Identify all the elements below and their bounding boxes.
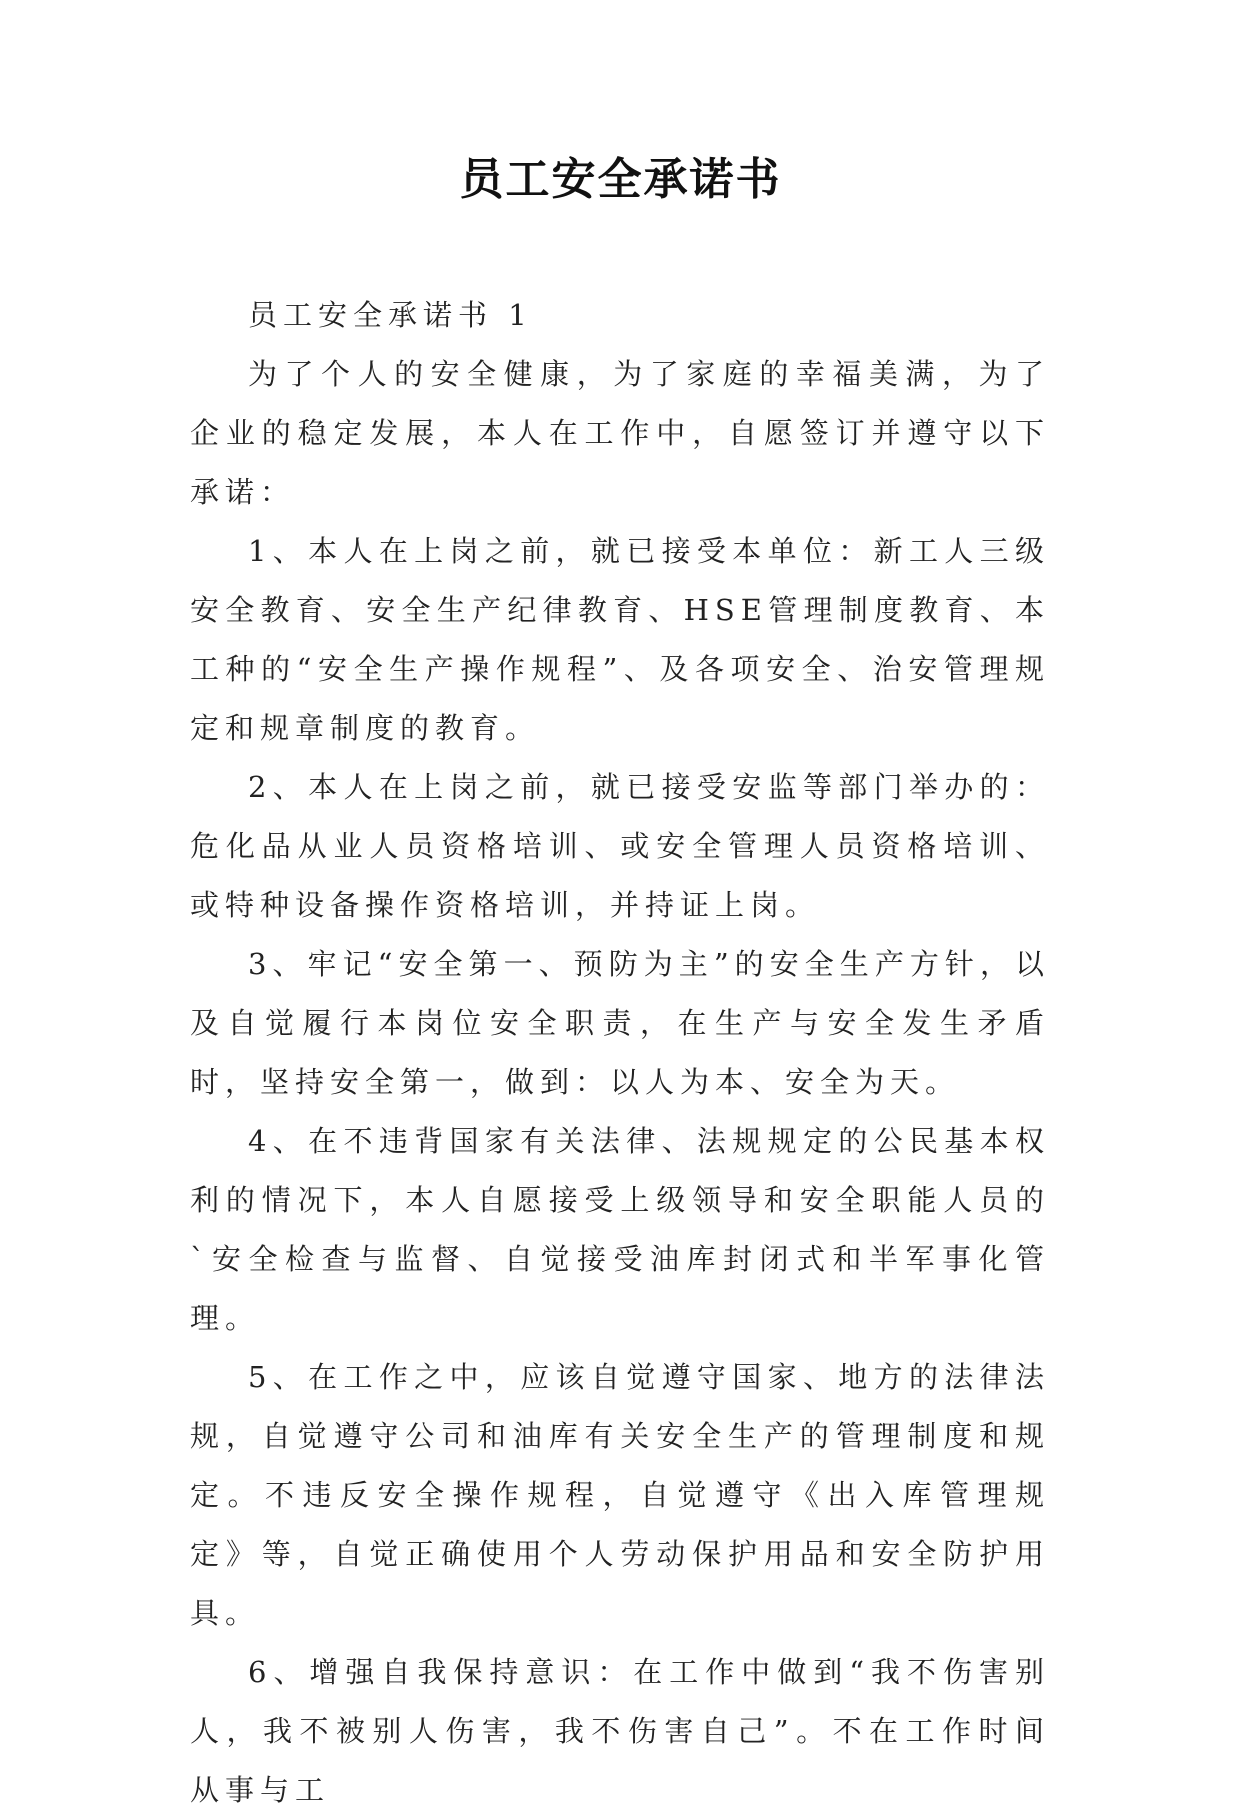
paragraph-heading: 员工安全承诺书 1 [248,298,533,332]
paragraph-item-3: 3、牢记“安全第一、预防为主”的安全生产方针，以及自觉履行本岗位安全职责，在生产与安全发生矛盾时，坚持安全第一，做到：以人为本、安全为天。 [190,947,1050,1099]
paragraph-intro: 为了个人的安全健康，为了家庭的幸福美满，为了企业的稳定发展，本人在工作中，自愿签订并遵守以下承诺： [190,357,1050,509]
paragraph-item-4: 4、在不违背国家有关法律、法规规定的公民基本权利的情况下，本人自愿接受上级领导和安全职能人员的`安全检查与监督、自觉接受油库封闭式和半军事化管理。 [190,1124,1050,1335]
paragraph-item-5: 5、在工作之中，应该自觉遵守国家、地方的法律法规，自觉遵守公司和油库有关安全生产的管理制度和规定。不违反安全操作规程，自觉遵守《出入库管理规定》等，自觉正确使用个人劳动保护用品和安全防护用具。 [190,1360,1050,1630]
paragraph-item-2: 2、本人在上岗之前，就已接受安监等部门举办的：危化品从业人员资格培训、或安全管理人员资格培训、或特种设备操作资格培训，并持证上岗。 [190,770,1050,922]
paragraph-item-1: 1、本人在上岗之前，就已接受本单位：新工人三级安全教育、安全生产纪律教育、HSE管理制度教育、本工种的“安全生产操作规程”、及各项安全、治安管理规定和规章制度的教育。 [190,534,1050,745]
document-title: 员工安全承诺书 [459,154,782,205]
paragraph-item-6: 6、增强自我保持意识：在工作中做到“我不伤害别人，我不被别人伤害，我不伤害自己”。不在工作时间从事与工 [190,1655,1050,1807]
document-body [190,286,1050,1820]
